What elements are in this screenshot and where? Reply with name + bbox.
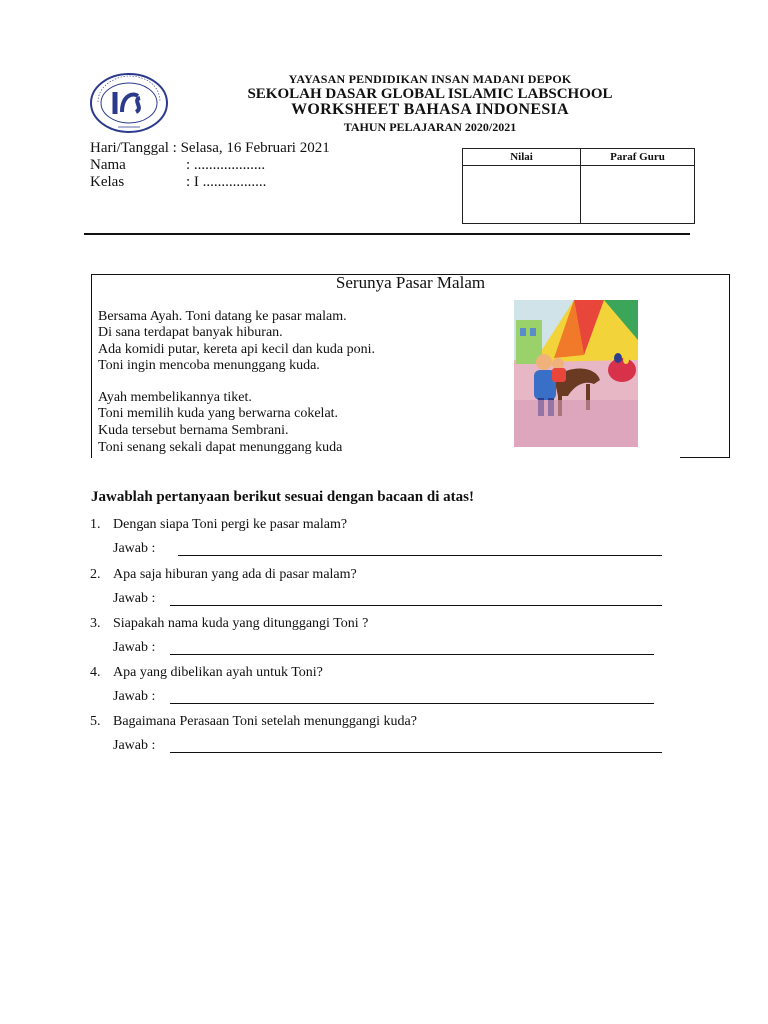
question-text: Bagaimana Perasaan Toni setelah menunggangi kuda? — [113, 714, 417, 729]
score-header: Nilai — [463, 149, 581, 166]
question-3 — [90, 616, 368, 632]
answer-label: Jawab : — [113, 541, 156, 556]
answer-line-2[interactable] — [170, 605, 662, 606]
question-number: 1. — [90, 517, 101, 532]
story-line: Ayah membelikannya tiket. — [98, 390, 252, 405]
date-row — [90, 140, 330, 157]
answer-line-3[interactable] — [170, 654, 654, 655]
teacher-sign-header: Paraf Guru — [581, 149, 695, 166]
answer-line-5[interactable] — [170, 752, 662, 753]
name-label: Nama — [90, 157, 126, 173]
foundation-name: YAYASAN PENDIDIKAN INSAN MADANI DEPOK — [288, 72, 572, 86]
question-5 — [90, 714, 417, 730]
question-text: Apa saja hiburan yang ada di pasar malam? — [113, 567, 357, 582]
name-row — [90, 157, 265, 174]
question-4 — [90, 665, 323, 681]
story-line: Toni memilih kuda yang berwarna cokelat. — [98, 406, 339, 421]
reading-box-bottom-edge — [680, 457, 730, 458]
story-line: Toni senang sekali dapat menunggang kuda — [98, 440, 343, 455]
story-line: Di sana terdapat banyak hiburan. — [98, 325, 283, 340]
instruction: Jawablah pertanyaan berikut sesuai dengan bacaan di atas! — [91, 489, 474, 505]
story-illustration — [514, 300, 638, 447]
teacher-sign-cell[interactable] — [581, 166, 695, 224]
date-value: : Selasa, 16 Februari 2021 — [172, 140, 330, 156]
academic-year: TAHUN PELAJARAN 2020/2021 — [343, 120, 517, 134]
answer-line-4[interactable] — [170, 703, 654, 704]
question-number: 2. — [90, 567, 101, 582]
question-text: Dengan siapa Toni pergi ke pasar malam? — [113, 517, 348, 532]
answer-label: Jawab : — [113, 640, 156, 655]
answer-line-1[interactable] — [178, 555, 662, 556]
question-2 — [90, 567, 357, 583]
story-line: Bersama Ayah. Toni datang ke pasar malam. — [98, 309, 347, 324]
score-table — [462, 148, 695, 224]
date-label: Hari/Tanggal — [90, 140, 169, 156]
score-cell[interactable] — [463, 166, 581, 224]
story-line: Ada komidi putar, kereta api kecil dan kuda poni. — [98, 342, 376, 357]
question-text: Siapakah nama kuda yang ditunggangi Toni ? — [113, 616, 369, 631]
answer-label: Jawab : — [113, 591, 156, 606]
header-divider — [84, 233, 690, 235]
answer-label: Jawab : — [113, 689, 156, 704]
school-name: SEKOLAH DASAR GLOBAL ISLAMIC LABSCHOOL — [247, 86, 613, 102]
class-label: Kelas — [90, 174, 125, 190]
answer-label: Jawab : — [113, 738, 156, 753]
question-number: 4. — [90, 665, 101, 680]
name-value[interactable]: : ................... — [186, 157, 266, 173]
story-line: Kuda tersebut bernama Sembrani. — [98, 423, 289, 438]
question-text: Apa yang dibelikan ayah untuk Toni? — [113, 665, 323, 680]
class-value[interactable]: : I ................. — [186, 174, 267, 190]
story-line: Toni ingin mencoba menunggang kuda. — [98, 358, 320, 373]
question-number: 3. — [90, 616, 101, 631]
story-title: Serunya Pasar Malam — [335, 273, 486, 292]
worksheet-title: WORKSHEET BAHASA INDONESIA — [291, 101, 569, 118]
question-number: 5. — [90, 714, 101, 729]
question-1 — [90, 517, 347, 533]
class-row — [90, 174, 266, 191]
school-logo — [88, 72, 170, 134]
